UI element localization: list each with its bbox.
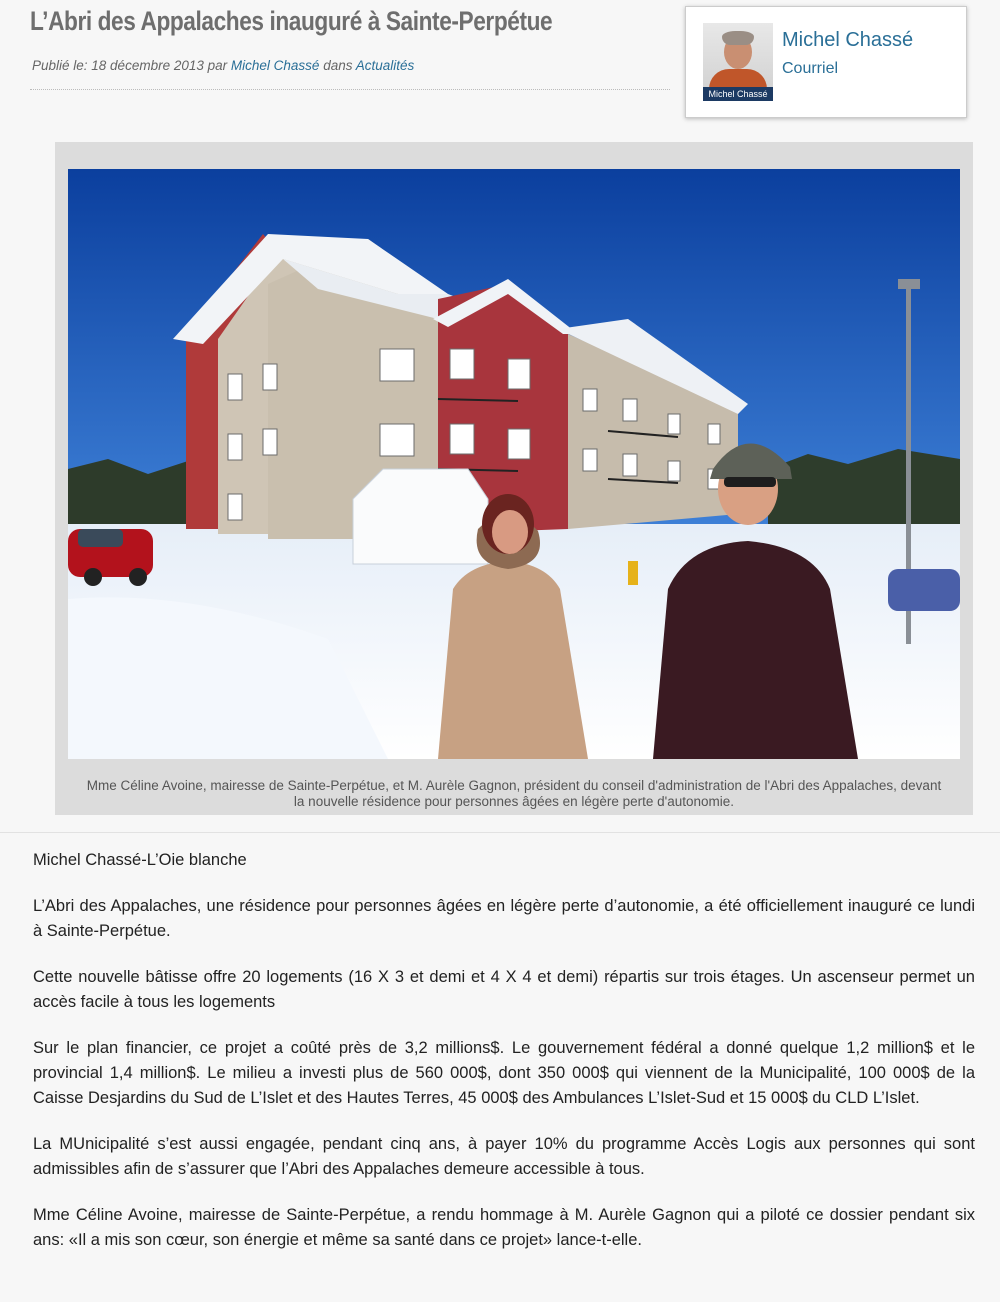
author-name-link[interactable]: Michel Chassé [782, 29, 914, 51]
author-card [685, 6, 967, 118]
article-body [33, 848, 975, 1274]
body-divider [0, 832, 1000, 833]
article-byline: Michel Chassé-L’Oie blanche [33, 851, 247, 869]
article-meta [32, 58, 414, 73]
author-email-link[interactable]: Courriel [782, 60, 839, 77]
author-avatar-tag: Michel Chassé [703, 87, 773, 101]
article-title: L’Abri des Appalaches inauguré à Sainte-Perpétue [30, 6, 553, 36]
author-avatar[interactable] [703, 23, 773, 101]
article-paragraph: L’Abri des Appalaches, une résidence pour personnes âgées en légère perte d’autonomie, a été officiellement inauguré ce lundi à Sainte-Perpétue. [33, 897, 975, 940]
meta-divider [30, 89, 670, 90]
figure-caption: Mme Céline Avoine, mairesse de Sainte-Perpétue, et M. Aurèle Gagnon, président du conseil d'administration de l'Abri des Appalaches, devant la nouvelle résidence pour personnes âgées en légère perte d'autonomie. [86, 778, 942, 809]
category-link[interactable]: Actualités [355, 58, 415, 73]
author-link[interactable]: Michel Chassé [230, 58, 320, 73]
published-date-text: Publié le: 18 décembre 2013 par [32, 58, 228, 73]
article-paragraph: Mme Céline Avoine, mairesse de Sainte-Perpétue, a rendu hommage à M. Aurèle Gagnon qui a piloté ce dossier pendant six ans: «Il a mis son cœur, son énergie et même sa santé dans ce projet» lance-t-elle. [33, 1206, 975, 1249]
article-paragraph: La MUnicipalité s’est aussi engagée, pendant cinq ans, à payer 10% du programme Accès Logis aux personnes qui sont admissibles afin de s’assurer que l’Abri des Appalaches demeure accessible à tous. [33, 1135, 975, 1178]
article-figure [55, 142, 973, 815]
article-photo [68, 169, 960, 759]
category-prefix: dans [323, 58, 353, 73]
article-paragraph: Sur le plan financier, ce projet a coûté près de 3,2 millions$. Le gouvernement fédéral a donné quelque 1,2 million$ et le provincial 1,4 million$. Le milieu a investi plus de 560 000$, dont 350 000$ qui viennent de la Municipalité, 100 000$ de la Caisse Desjardins du Sud de L’Islet et des Hautes Terres, 45 000$ des Ambulances L’Islet-Sud et 15 000$ du CLD L’Islet. [33, 1039, 975, 1107]
article-paragraph: Cette nouvelle bâtisse offre 20 logements (16 X 3 et demi et 4 X 4 et demi) répartis sur trois étages. Un ascenseur permet un accès facile à tous les logements [33, 968, 975, 1011]
